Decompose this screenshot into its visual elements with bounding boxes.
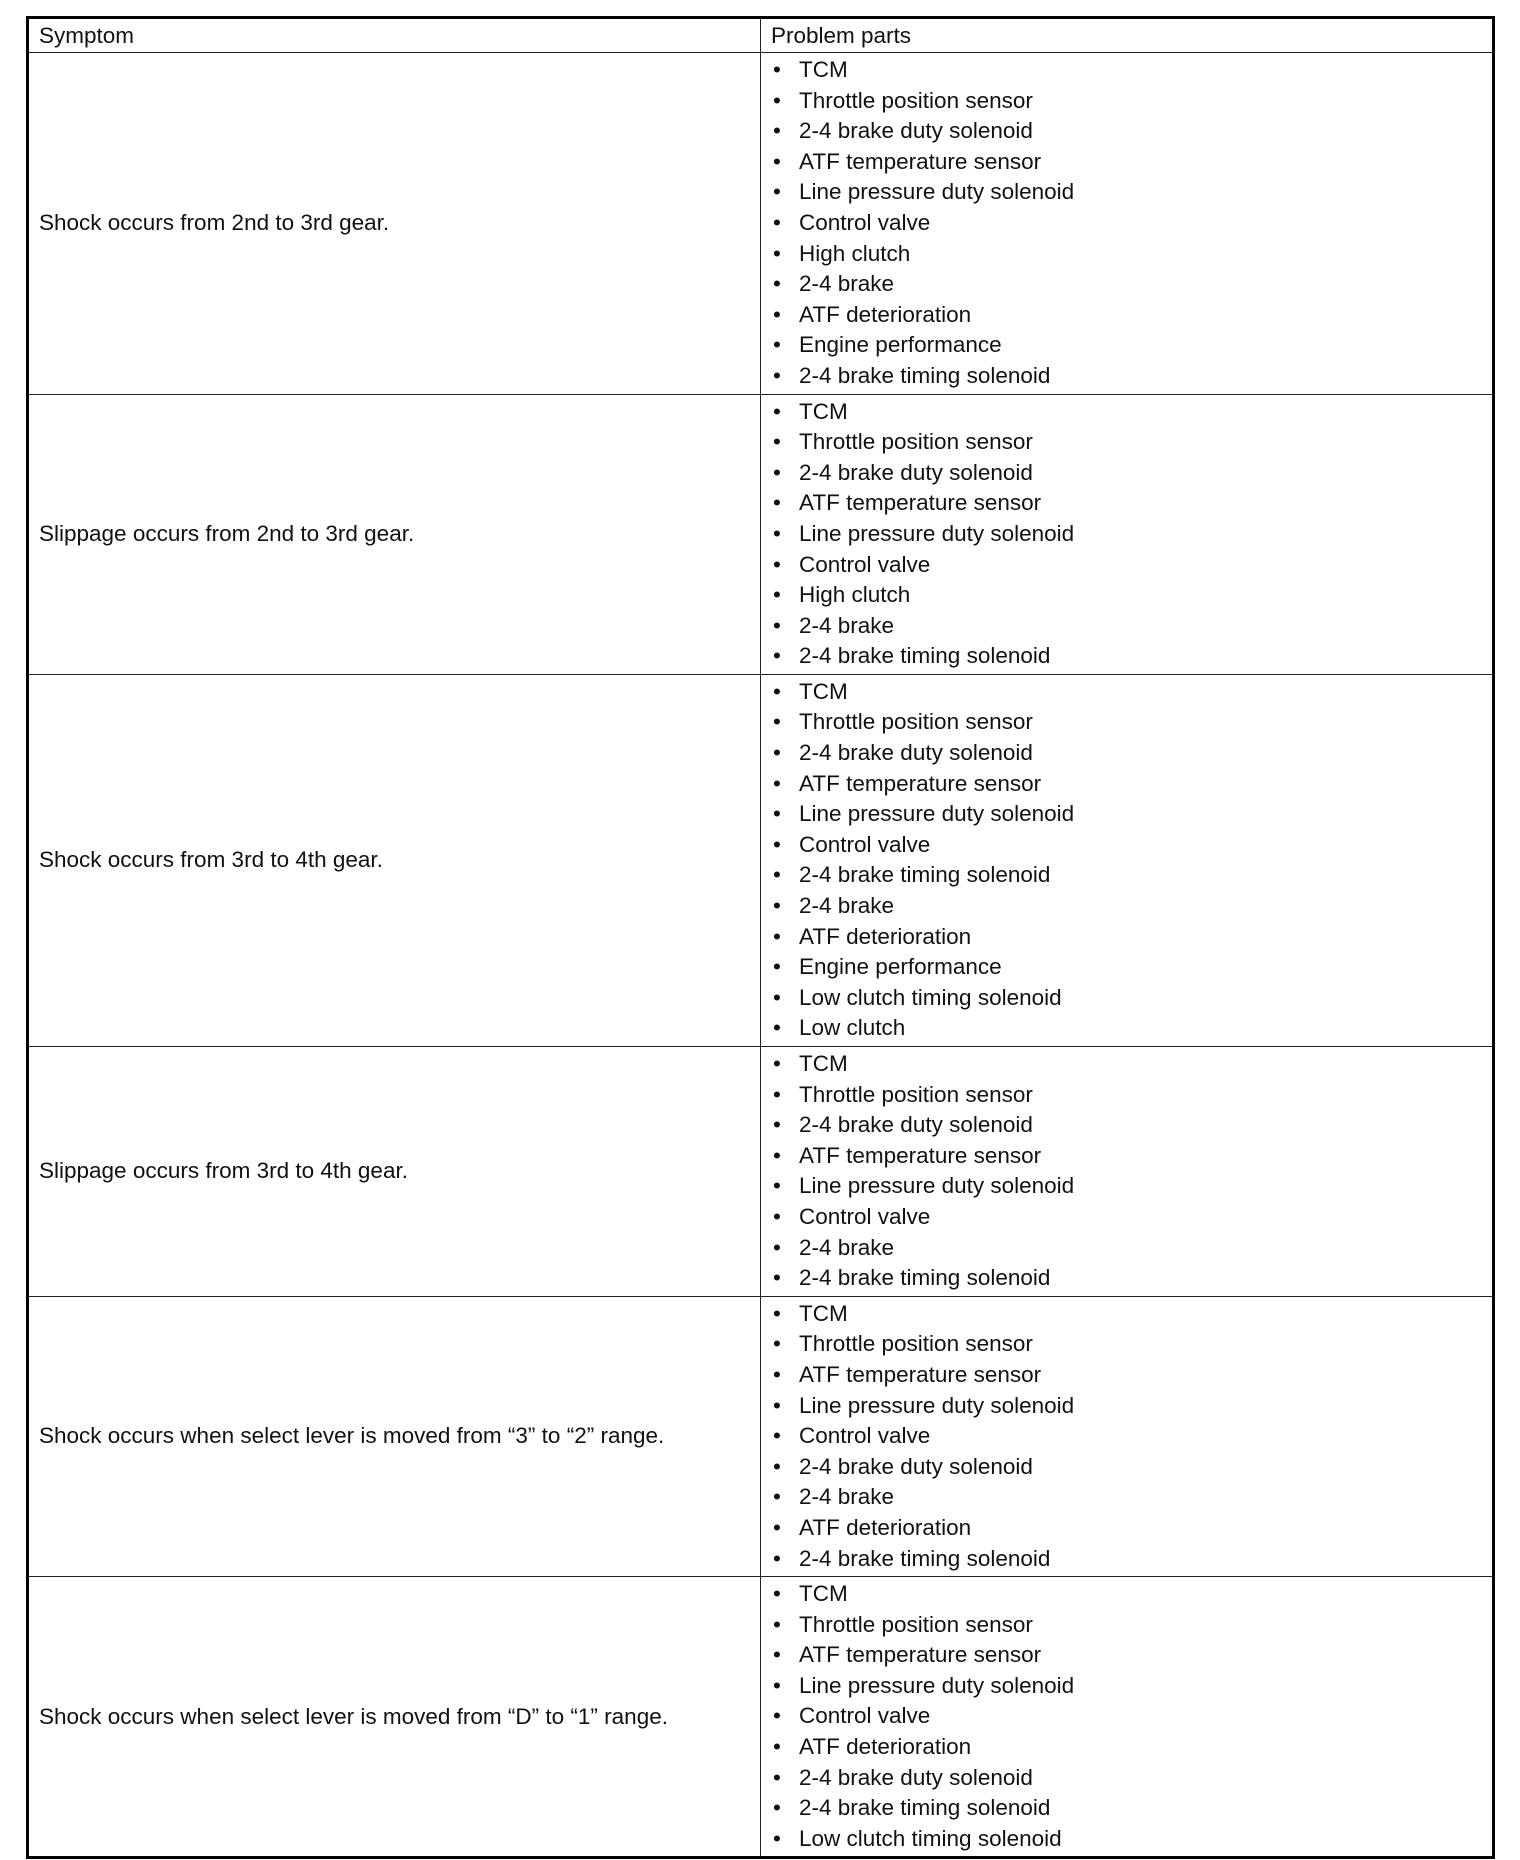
problem-part: 2-4 brake: [799, 271, 895, 297]
bullet-icon: •: [773, 148, 781, 174]
bullet-icon: •: [773, 1423, 781, 1449]
list-item: [771, 330, 1492, 361]
problem-part: TCM: [799, 398, 848, 424]
table-row: [28, 394, 1494, 674]
list-item: [771, 707, 1492, 738]
bullet-icon: •: [773, 984, 781, 1010]
problem-parts-list: [771, 1047, 1492, 1296]
bullet-icon: •: [773, 1795, 781, 1821]
problem-part: ATF deterioration: [799, 301, 972, 327]
symptom-cell: Shock occurs when select lever is moved from “3” to “2” range.: [28, 1296, 761, 1576]
problem-part: 2-4 brake: [799, 612, 895, 638]
problem-part: TCM: [799, 678, 848, 704]
bullet-icon: •: [773, 1300, 781, 1326]
header-row: [28, 18, 1494, 53]
problem-parts-cell: [761, 53, 1494, 395]
problem-parts-cell: [761, 1577, 1494, 1858]
problem-part: TCM: [799, 1581, 848, 1607]
list-item: [771, 86, 1492, 117]
list-item: [771, 116, 1492, 147]
list-item: [771, 1263, 1492, 1294]
bullet-icon: •: [773, 429, 781, 455]
bullet-icon: •: [773, 520, 781, 546]
problem-part: ATF temperature sensor: [799, 490, 1042, 516]
problem-part: 2-4 brake: [799, 1234, 895, 1260]
list-item: [771, 1391, 1492, 1422]
header-problem-parts: Problem parts: [761, 18, 1494, 53]
problem-part: Engine performance: [799, 954, 1002, 980]
list-item: [771, 1202, 1492, 1233]
problem-part: 2-4 brake timing solenoid: [799, 862, 1051, 888]
bullet-icon: •: [773, 831, 781, 857]
bullet-icon: •: [773, 1703, 781, 1729]
list-item: [771, 1299, 1492, 1330]
symptom-cell: Slippage occurs from 2nd to 3rd gear.: [28, 394, 761, 674]
bullet-icon: •: [773, 179, 781, 205]
list-item: [771, 677, 1492, 708]
bullet-icon: •: [773, 582, 781, 608]
symptom-cell: Shock occurs from 3rd to 4th gear.: [28, 674, 761, 1046]
problem-part: ATF temperature sensor: [799, 1142, 1042, 1168]
problem-part: TCM: [799, 57, 848, 82]
list-item: [771, 641, 1492, 672]
bullet-icon: •: [773, 1453, 781, 1479]
problem-part: 2-4 brake duty solenoid: [799, 1112, 1033, 1138]
bullet-icon: •: [773, 1361, 781, 1387]
list-item: [771, 1080, 1492, 1111]
problem-part: 2-4 brake: [799, 893, 895, 919]
bullet-icon: •: [773, 271, 781, 297]
list-item: [771, 1701, 1492, 1732]
table-row: [28, 674, 1494, 1046]
list-item: [771, 738, 1492, 769]
problem-part: High clutch: [799, 582, 911, 608]
bullet-icon: •: [773, 209, 781, 235]
list-item: [771, 1824, 1492, 1855]
list-item: [771, 983, 1492, 1014]
problem-part: 2-4 brake duty solenoid: [799, 740, 1033, 766]
bullet-icon: •: [773, 362, 781, 388]
bullet-icon: •: [773, 332, 781, 358]
symptom-cell: Shock occurs when select lever is moved from “D” to “1” range.: [28, 1577, 761, 1858]
problem-part: Line pressure duty solenoid: [799, 1392, 1075, 1418]
problem-parts-list: [771, 1297, 1492, 1576]
problem-part: Throttle position sensor: [799, 1611, 1033, 1637]
bullet-icon: •: [773, 1112, 781, 1138]
problem-part: Control valve: [799, 1203, 931, 1229]
problem-part: Line pressure duty solenoid: [799, 1672, 1075, 1698]
list-item: [771, 1110, 1492, 1141]
problem-part: Low clutch timing solenoid: [799, 984, 1062, 1010]
bullet-icon: •: [773, 1051, 781, 1076]
list-item: [771, 799, 1492, 830]
problem-part: Throttle position sensor: [799, 1081, 1033, 1107]
problem-part: ATF temperature sensor: [799, 148, 1042, 174]
list-item: [771, 580, 1492, 611]
list-item: [771, 427, 1492, 458]
bullet-icon: •: [773, 1545, 781, 1571]
list-item: [771, 550, 1492, 581]
list-item: [771, 55, 1492, 86]
problem-part: 2-4 brake duty solenoid: [799, 1453, 1033, 1479]
problem-part: Control valve: [799, 1703, 931, 1729]
problem-parts-list: [771, 675, 1492, 1046]
list-item: [771, 397, 1492, 428]
problem-part: 2-4 brake duty solenoid: [799, 1764, 1033, 1790]
bullet-icon: •: [773, 1764, 781, 1790]
problem-part: Control valve: [799, 831, 931, 857]
problem-part: Throttle position sensor: [799, 1331, 1033, 1357]
list-item: [771, 830, 1492, 861]
table-row: [28, 1047, 1494, 1297]
list-item: [771, 952, 1492, 983]
problem-part: 2-4 brake timing solenoid: [799, 1795, 1051, 1821]
list-item: [771, 458, 1492, 489]
bullet-icon: •: [773, 612, 781, 638]
bullet-icon: •: [773, 1734, 781, 1760]
list-item: [771, 1732, 1492, 1763]
bullet-icon: •: [773, 1203, 781, 1229]
bullet-icon: •: [773, 1234, 781, 1260]
bullet-icon: •: [773, 87, 781, 113]
problem-part: Control valve: [799, 1423, 931, 1449]
problem-parts-list: [771, 1577, 1492, 1856]
list-item: [771, 1482, 1492, 1513]
bullet-icon: •: [773, 954, 781, 980]
problem-part: ATF temperature sensor: [799, 770, 1042, 796]
problem-parts-list: [771, 53, 1492, 394]
bullet-icon: •: [773, 1514, 781, 1540]
bullet-icon: •: [773, 923, 781, 949]
problem-part: Line pressure duty solenoid: [799, 1173, 1075, 1199]
bullet-icon: •: [773, 1142, 781, 1168]
list-item: [771, 300, 1492, 331]
list-item: [771, 1141, 1492, 1172]
list-item: [771, 769, 1492, 800]
problem-part: ATF deterioration: [799, 1514, 972, 1540]
table-row: [28, 1296, 1494, 1576]
list-item: [771, 361, 1492, 392]
bullet-icon: •: [773, 118, 781, 144]
list-item: [771, 1360, 1492, 1391]
problem-part: ATF temperature sensor: [799, 1642, 1042, 1668]
problem-part: Line pressure duty solenoid: [799, 520, 1075, 546]
bullet-icon: •: [773, 398, 781, 424]
list-item: [771, 1329, 1492, 1360]
bullet-icon: •: [773, 643, 781, 669]
bullet-icon: •: [773, 551, 781, 577]
list-item: [771, 269, 1492, 300]
problem-part: 2-4 brake timing solenoid: [799, 643, 1051, 669]
problem-part: High clutch: [799, 240, 911, 266]
list-item: [771, 1610, 1492, 1641]
bullet-icon: •: [773, 1611, 781, 1637]
table-row: [28, 53, 1494, 395]
problem-part: ATF deterioration: [799, 923, 972, 949]
list-item: [771, 1640, 1492, 1671]
bullet-icon: •: [773, 1581, 781, 1607]
table-row: [28, 1577, 1494, 1858]
bullet-icon: •: [773, 893, 781, 919]
problem-part: Control valve: [799, 551, 931, 577]
bullet-icon: •: [773, 1265, 781, 1291]
bullet-icon: •: [773, 240, 781, 266]
list-item: [771, 1671, 1492, 1702]
problem-part: Low clutch timing solenoid: [799, 1825, 1062, 1851]
problem-part: Throttle position sensor: [799, 709, 1033, 735]
problem-parts-cell: [761, 674, 1494, 1046]
problem-parts-list: [771, 395, 1492, 674]
list-item: [771, 1421, 1492, 1452]
problem-part: TCM: [799, 1300, 848, 1326]
symptom-cell: Shock occurs from 2nd to 3rd gear.: [28, 53, 761, 395]
problem-parts-cell: [761, 1047, 1494, 1297]
list-item: [771, 1171, 1492, 1202]
problem-parts-cell: [761, 394, 1494, 674]
list-item: [771, 208, 1492, 239]
bullet-icon: •: [773, 1392, 781, 1418]
problem-part: Control valve: [799, 209, 931, 235]
bullet-icon: •: [773, 459, 781, 485]
bullet-icon: •: [773, 1081, 781, 1107]
symptom-cell: Slippage occurs from 3rd to 4th gear.: [28, 1047, 761, 1297]
bullet-icon: •: [773, 301, 781, 327]
problem-part: 2-4 brake timing solenoid: [799, 1545, 1051, 1571]
list-item: [771, 1233, 1492, 1264]
list-item: [771, 611, 1492, 642]
problem-part: 2-4 brake duty solenoid: [799, 459, 1033, 485]
header-symptom: Symptom: [28, 18, 761, 53]
bullet-icon: •: [773, 490, 781, 516]
problem-part: Engine performance: [799, 332, 1002, 358]
bullet-icon: •: [773, 1015, 781, 1041]
problem-parts-cell: [761, 1296, 1494, 1576]
list-item: [771, 1452, 1492, 1483]
list-item: [771, 891, 1492, 922]
problem-part: Low clutch: [799, 1015, 906, 1041]
bullet-icon: •: [773, 1331, 781, 1357]
problem-part: Line pressure duty solenoid: [799, 801, 1075, 827]
problem-part: 2-4 brake timing solenoid: [799, 1265, 1051, 1291]
list-item: [771, 1763, 1492, 1794]
bullet-icon: •: [773, 1173, 781, 1199]
list-item: [771, 1513, 1492, 1544]
list-item: [771, 1579, 1492, 1610]
bullet-icon: •: [773, 709, 781, 735]
problem-part: Line pressure duty solenoid: [799, 179, 1075, 205]
bullet-icon: •: [773, 57, 781, 82]
problem-part: 2-4 brake duty solenoid: [799, 118, 1033, 144]
list-item: [771, 147, 1492, 178]
bullet-icon: •: [773, 678, 781, 704]
list-item: [771, 1544, 1492, 1575]
list-item: [771, 519, 1492, 550]
list-item: [771, 239, 1492, 270]
bullet-icon: •: [773, 1642, 781, 1668]
bullet-icon: •: [773, 1825, 781, 1851]
problem-part: 2-4 brake timing solenoid: [799, 362, 1051, 388]
bullet-icon: •: [773, 770, 781, 796]
list-item: [771, 1013, 1492, 1044]
problem-part: ATF temperature sensor: [799, 1361, 1042, 1387]
bullet-icon: •: [773, 862, 781, 888]
problem-part: Throttle position sensor: [799, 429, 1033, 455]
list-item: [771, 860, 1492, 891]
list-item: [771, 922, 1492, 953]
bullet-icon: •: [773, 1672, 781, 1698]
problem-part: 2-4 brake: [799, 1484, 895, 1510]
problem-part: ATF deterioration: [799, 1734, 972, 1760]
problem-part: TCM: [799, 1051, 848, 1076]
bullet-icon: •: [773, 1484, 781, 1510]
problem-part: Throttle position sensor: [799, 87, 1033, 113]
list-item: [771, 1049, 1492, 1080]
bullet-icon: •: [773, 801, 781, 827]
symptom-table: [26, 16, 1495, 1859]
list-item: [771, 1793, 1492, 1824]
bullet-icon: •: [773, 740, 781, 766]
list-item: [771, 488, 1492, 519]
list-item: [771, 177, 1492, 208]
